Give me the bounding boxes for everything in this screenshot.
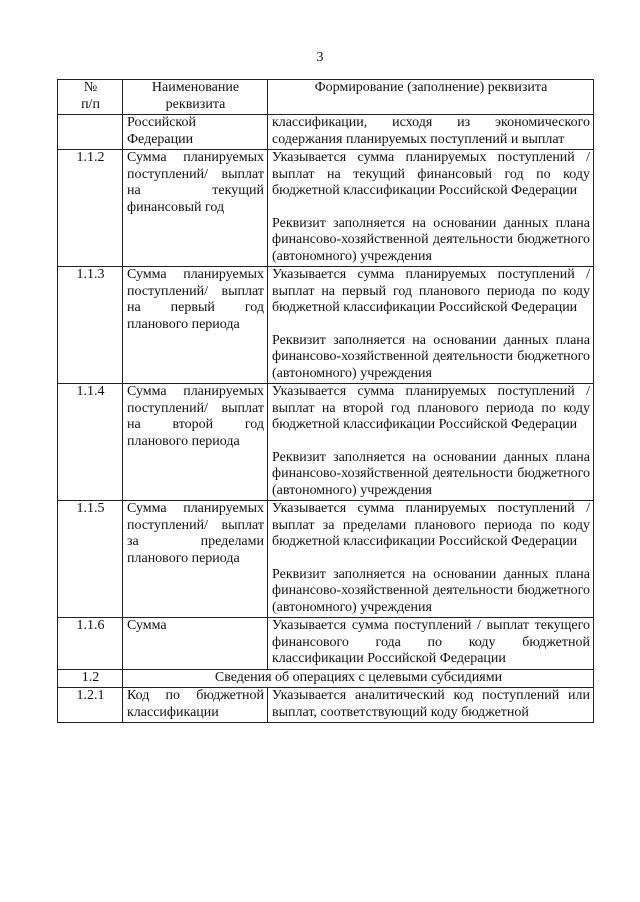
table-header-row <box>58 80 594 115</box>
header-desc: Формирование (заполнение) реквизита <box>268 80 594 115</box>
row-name <box>123 115 268 150</box>
table-row <box>58 384 594 501</box>
section-num: 1.2 <box>58 669 123 688</box>
table-row <box>58 688 594 723</box>
row-desc-note: Реквизит заполняется на основании данных плана финансово-хозяйственной деятельности бюджетного (автономного) учреждения <box>272 215 590 264</box>
row-desc-text: Указывается сумма планируемых поступлений / выплат на второй год планового периода по коду бюджетной классификации Российской Федерации <box>272 384 590 432</box>
row-name <box>123 267 268 384</box>
row-num: 1.1.5 <box>58 501 123 618</box>
row-name <box>123 688 268 723</box>
row-desc-text: классификации, исходя из экономического содержания планируемых поступлений и выплат <box>272 115 590 147</box>
table-row <box>58 115 594 150</box>
section-row <box>58 669 594 688</box>
row-desc-note: Реквизит заполняется на основании данных плана финансово-хозяйственной деятельности бюджетного (автономного) учреждения <box>272 332 590 381</box>
row-num: 1.2.1 <box>58 688 123 723</box>
row-desc <box>268 384 594 501</box>
row-name-text: Российской Федерации <box>127 115 196 147</box>
row-name-text: Код по бюджетной классификации <box>127 688 264 720</box>
table-row <box>58 501 594 618</box>
row-name-text: Сумма планируемых поступлений/ выплат на первый год планового периода <box>127 267 264 332</box>
section-title: Сведения об операциях с целевыми субсидиями <box>123 669 594 688</box>
row-name <box>123 384 268 501</box>
row-num: 1.1.4 <box>58 384 123 501</box>
header-name: Наименование реквизита <box>123 80 268 115</box>
row-desc-note: Реквизит заполняется на основании данных плана финансово-хозяйственной деятельности бюджетного (автономного) учреждения <box>272 566 590 615</box>
row-desc <box>268 150 594 267</box>
page-number: 3 <box>316 50 324 65</box>
row-name-text: Сумма планируемых поступлений/ выплат за пределами планового периода <box>127 501 264 566</box>
row-desc <box>268 688 594 723</box>
row-num: 1.1.6 <box>58 618 123 670</box>
table-row <box>58 618 594 670</box>
row-desc <box>268 267 594 384</box>
row-name <box>123 618 268 670</box>
table-row <box>58 267 594 384</box>
header-num: № п/п <box>58 80 123 115</box>
row-name-text: Сумма планируемых поступлений/ выплат на второй год планового периода <box>127 384 264 449</box>
row-num: 1.1.2 <box>58 150 123 267</box>
row-desc-text: Указывается сумма поступлений / выплат текущего финансового года по коду бюджетной классификации Российской Федерации <box>272 618 590 666</box>
row-desc <box>268 618 594 670</box>
requisites-table <box>57 79 594 723</box>
row-name-text: Сумма <box>127 618 167 633</box>
row-name-text: Сумма планируемых поступлений/ выплат на текущий финансовый год <box>127 150 264 215</box>
row-desc-text: Указывается сумма планируемых поступлений / выплат на первый год планового периода по коду бюджетной классификации Российской Федерации <box>272 267 590 315</box>
row-num: 1.1.3 <box>58 267 123 384</box>
row-desc <box>268 501 594 618</box>
row-desc-text: Указывается сумма планируемых поступлений / выплат на текущий финансовый год по коду бюджетной классификации Российской Федерации <box>272 150 590 198</box>
row-desc-text: Указывается аналитический код поступлений или выплат, соответствующий коду бюджетной <box>272 688 590 720</box>
row-name <box>123 501 268 618</box>
row-desc-note: Реквизит заполняется на основании данных плана финансово-хозяйственной деятельности бюджетного (автономного) учреждения <box>272 449 590 498</box>
row-desc <box>268 115 594 150</box>
row-name <box>123 150 268 267</box>
row-desc-text: Указывается сумма планируемых поступлений / выплат за пределами планового периода по коду бюджетной классификации Российской Федерации <box>272 501 590 549</box>
table-row <box>58 150 594 267</box>
row-num <box>58 115 123 150</box>
